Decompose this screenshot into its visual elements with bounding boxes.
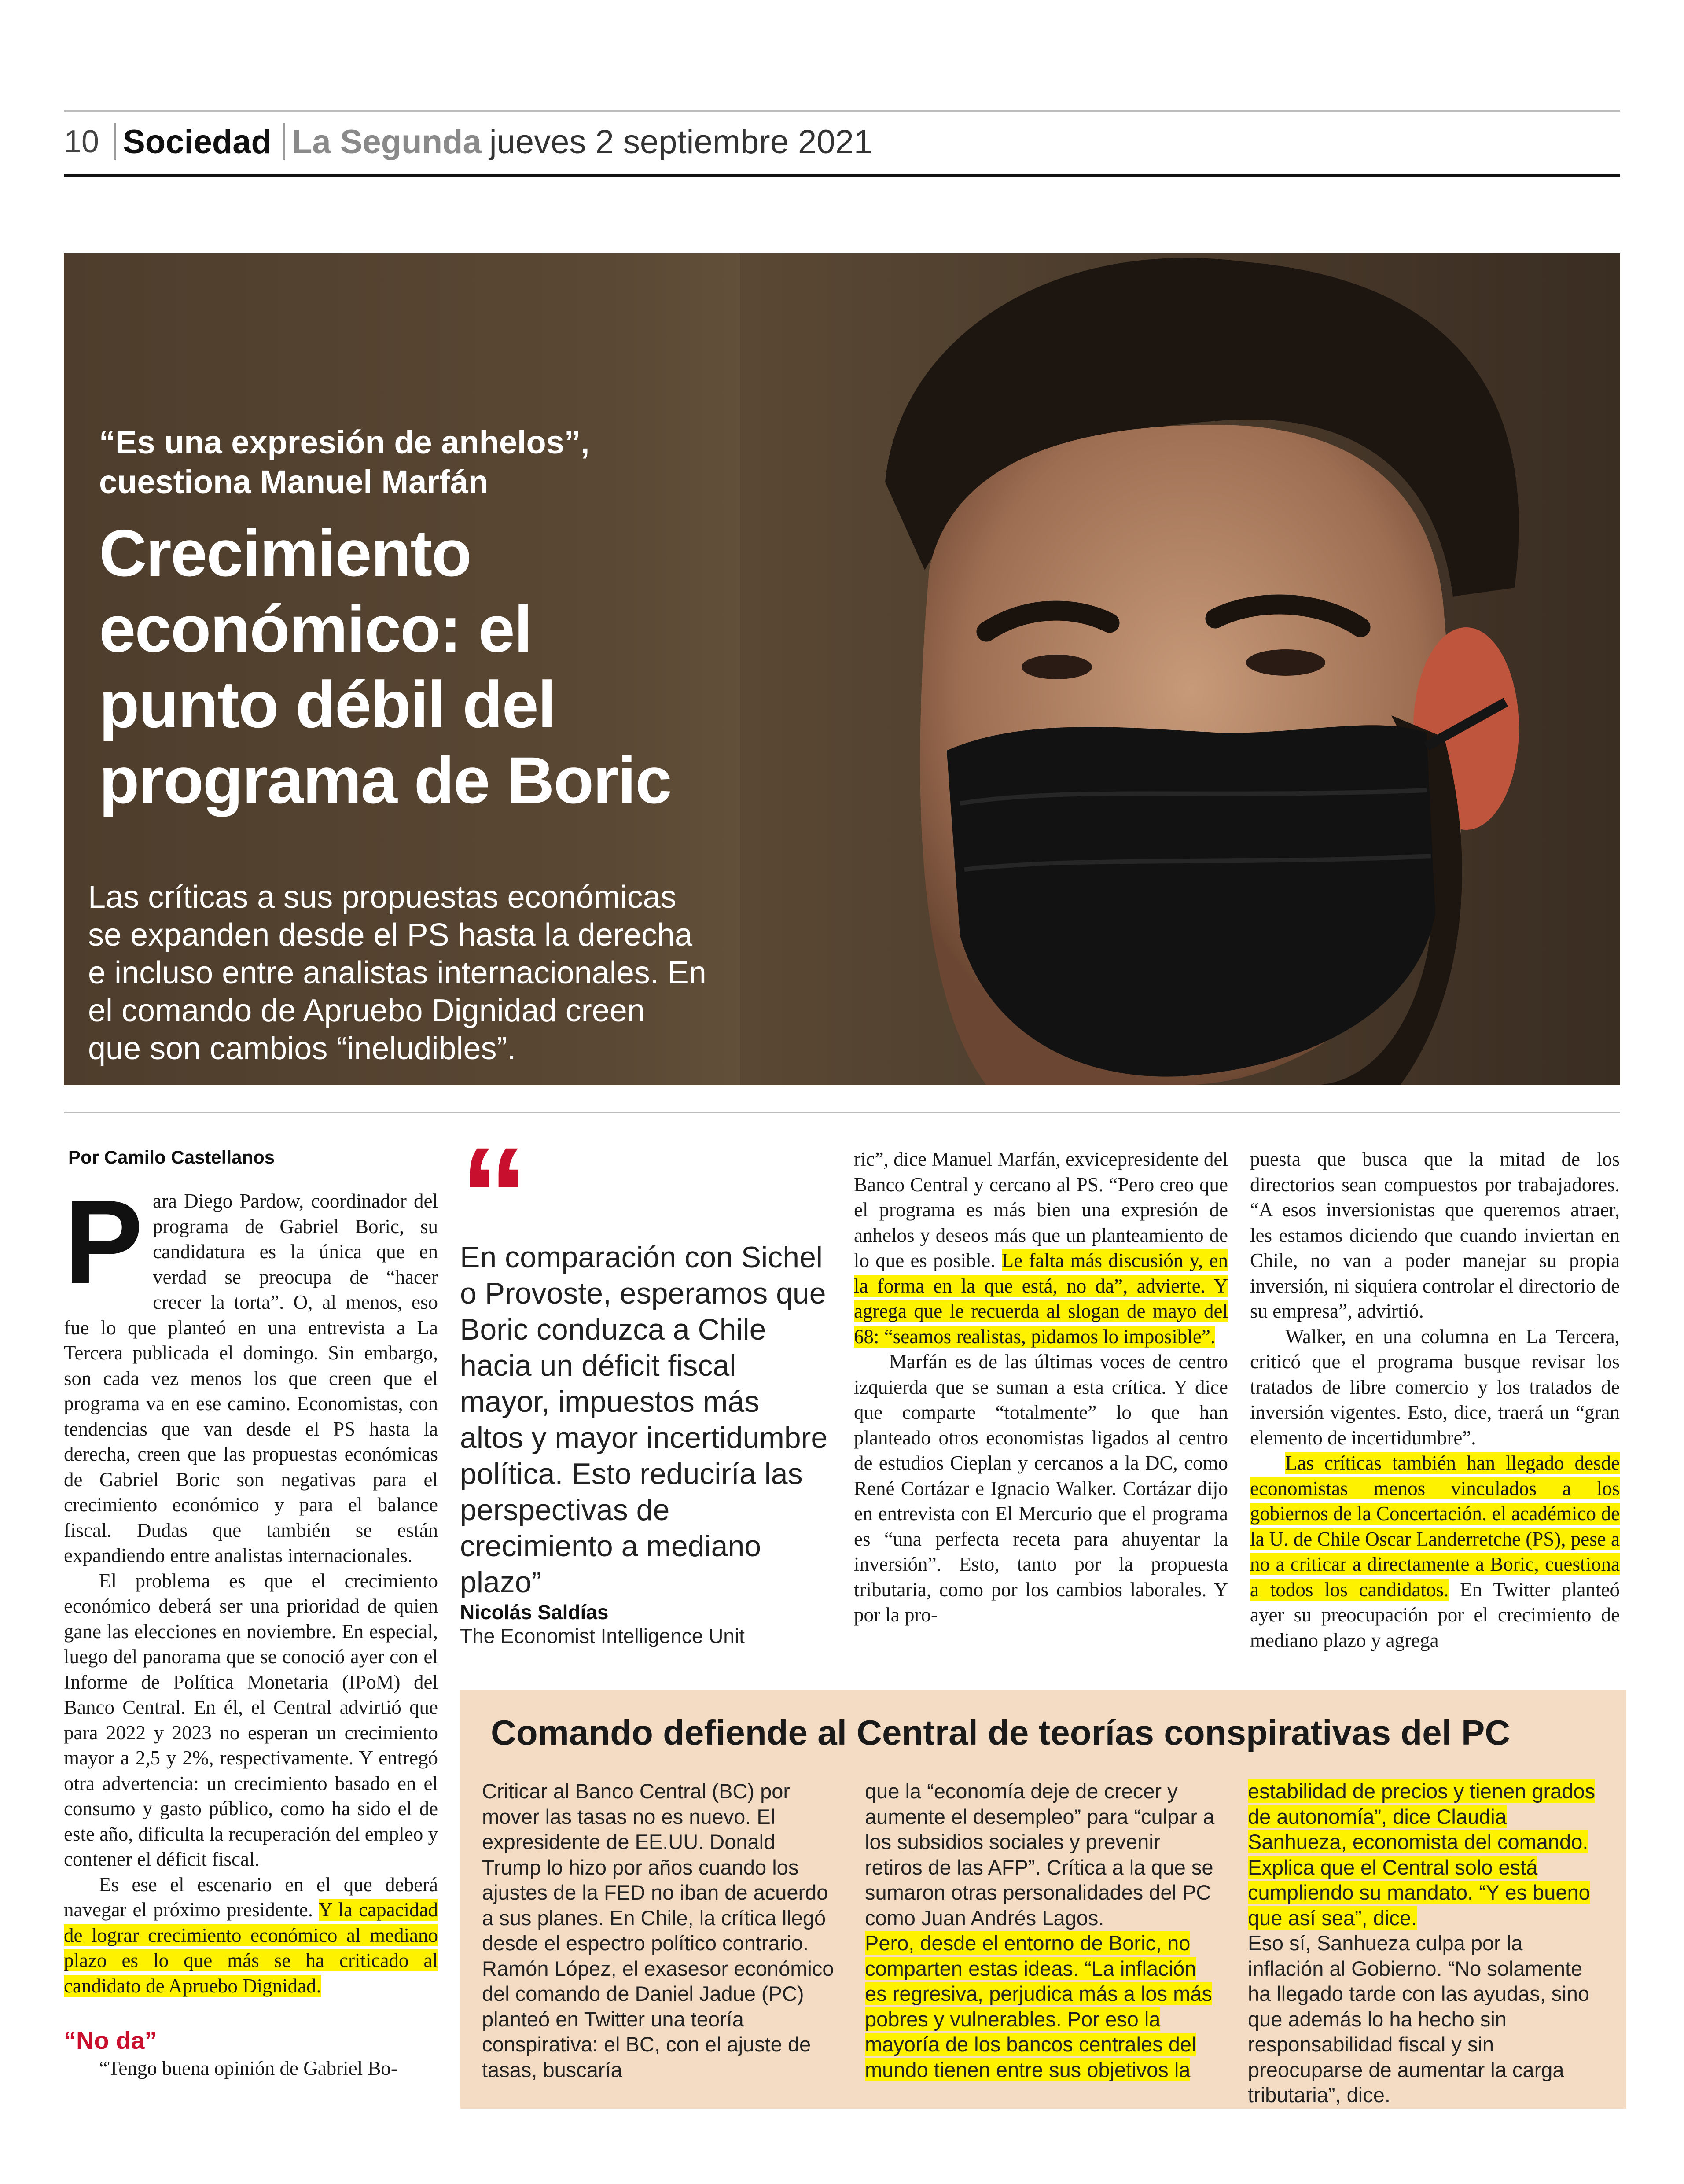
highlighted-text: Y la capacidad de lograr crecimiento económico al mediano plazo es lo que más se ha criticado al candidato de Apruebo Dignidad. [64, 1899, 438, 1997]
page-header [64, 115, 872, 168]
sidebar-column-3 [1248, 1779, 1600, 2108]
paragraph [64, 1176, 438, 1569]
paragraph-text: En Twitter planteó ayer su preocupación por el crecimiento de mediano plazo y agrega [1250, 1578, 1620, 1651]
kicker [99, 423, 759, 502]
quote-mark-icon: “ [460, 1119, 519, 1271]
quote-organization: The Economist Intelligence Unit [460, 1624, 745, 1647]
paragraph: que la “economía deje de crecer y aumente el desempleo” para “culpar a los subsidios sociales y prevenir retiros de las AFP”. Crítica a la que se sumaron otras personalidades del PC como Juan Andrés Lagos. [865, 1779, 1215, 1930]
headline-line: programa de Boric [99, 743, 671, 817]
deck [88, 878, 836, 1068]
quote-author: Nicolás Saldías [460, 1601, 609, 1624]
article-column-1 [64, 1176, 438, 2081]
byline: Por Camilo Castellanos [68, 1147, 275, 1168]
deck-line: Las críticas a sus propuestas económicas [88, 880, 677, 915]
deck-line: se expanden desde el PS hasta la derecha [88, 917, 692, 953]
sidebar-box [460, 1690, 1626, 2109]
portrait-photo [740, 253, 1620, 1085]
sidebar-title: Comando defiende al Central de teorías conspirativas del PC [491, 1713, 1511, 1752]
article-column-3 [854, 1147, 1228, 1628]
paragraph [854, 1147, 1228, 1349]
hero-panel [64, 253, 1620, 1085]
headline-line: punto débil del [99, 667, 555, 741]
issue-date: jueves 2 septiembre 2021 [489, 123, 873, 161]
highlighted-text: estabilidad de precios y tienen grados de autonomía”, dice Claudia Sanhueza, economista del comando. Explica que el Central solo está cumpliendo su mandato. “Y es bueno que así sea”, dice. [1248, 1779, 1596, 1930]
kicker-line: “Es una expresión de anhelos”, [99, 424, 590, 460]
headline-line: económico: el [99, 592, 532, 666]
drop-cap: P [64, 1176, 143, 1308]
highlighted-text: Las críticas también han llegado desde economistas menos vinculados a los gobiernos de la Concertación. el académico de la U. de Chile Oscar Landerretche (PS), pese a no a criticar a directamente a Boric, cuestiona a todos los candidatos. [1250, 1452, 1620, 1601]
header-divider [283, 123, 285, 160]
quote-text: En comparación con Sichel o Provoste, esperamos que Boric conduzca a Chile hacia un déficit fiscal mayor, impuestos más altos y mayor incertidumbre política. Esto reduciría las perspectivas de crecimiento a mediano plazo” [460, 1241, 828, 1599]
article-column-4 [1250, 1147, 1620, 1653]
paragraph: puesta que busca que la mitad de los directorios sean compuestos por trabajadores. “A esos inversionistas que queremos atraer, les estamos diciendo que cuando inviertan en Chile, no van a poder manejar su propia inversión, ni siquiera controlar el directorio de su empresa”, advirtió. [1250, 1148, 1620, 1322]
paragraph: Criticar al Banco Central (BC) por mover las tasas no es nuevo. El expresidente de EE.UU. Donald Trump lo hizo por años cuando los ajustes de la FED no iban de acuerdo a sus planes. En Chile, la crítica llegó desde el espectro político contrario. Ramón López, el exasesor económico del comando de Daniel Jadue (PC) planteó en Twitter una teoría conspirativa: el BC, con el ajuste de tasas, buscaría [482, 1779, 834, 2081]
sidebar-column-2 [865, 1779, 1217, 2082]
paragraph: Eso sí, Sanhueza culpa por la inflación al Gobierno. “No solamente ha llegado tarde con las ayudas, sino que además lo ha hecho sin responsabilidad fiscal y sin preocuparse de aumentar la carga tributaria”, dice. [1248, 1931, 1590, 2107]
page-number: 10 [64, 124, 99, 159]
header-bottom-rule [64, 174, 1620, 177]
paragraph: Walker, en una columna en La Tercera, criticó que el programa busque revisar los tratados de libre comercio y los tratados de inversión vigentes. Esto, dice, traerá un “gran elemento de incertidumbre”. [1250, 1325, 1620, 1449]
pull-quote [460, 1119, 830, 1648]
sidebar-column-1 [482, 1779, 834, 2082]
paragraph [1248, 1779, 1600, 1930]
highlighted-text: Le falta más discusión y, en la forma en la que está, no da”, advierte. Y agrega que le recuerda al slogan de mayo del 68: “seamos realistas, pidamos lo imposible”. [854, 1249, 1228, 1348]
subheading: “No da” [64, 2026, 157, 2054]
paragraph [1250, 1451, 1620, 1653]
paragraph: “Tengo buena opinión de Gabriel Bo- [99, 2057, 397, 2079]
deck-line: que son cambios “ineludibles”. [88, 1031, 516, 1066]
paragraph: Marfán es de las últimas voces de centro izquierda que se suman a esta crítica. Y dice que comparte “totalmente” lo que han planteado otros economistas ligados al centro de estudios Cieplan y cercanos a la DC, como René Cortázar e Ignacio Walker. Cortázar dijo en entrevista con El Mercurio que el programa es “una perfecta receta para ahuyentar la inversión”. Esto, tanto por la propuesta tributaria, como por los cambios laborales. Y por la pro- [854, 1351, 1228, 1626]
paragraph: El problema es que el crecimiento económico deberá ser una prioridad de quien gane las elecciones en noviembre. En especial, luego del panorama que se conoció ayer con el Informe de Política Monetaria (IPoM) del Banco Central. En él, el Central advirtió que para 2022 y 2023 no esperan un crecimiento mayor a 2,5 y 2%, respectivamente. Y entregó otra advertencia: un crecimiento basado en el consumo y gasto público, como ha sido el de este año, dificulta la recuperación del empleo y contener el déficit fiscal. [64, 1569, 438, 1870]
header-top-rule [64, 110, 1620, 112]
paragraph-text: ara Diego Pardow, coordinador del programa de Gabriel Boric, su candidatura es la única que en verdad se preocupa de “hacer crecer la torta”. O, al menos, eso fue lo que planteó en una entrevista a La Tercera publicada el domingo. Sin embargo, son cada vez menos los que creen que el programa va en ese camino. Economistas, con tendencias que van desde el PS hasta la derecha, creen que las propuestas económicas de Gabriel Boric son negativas para el crecimiento económico y para el balance fiscal. Dudas que también se están expandiendo entre analistas internacionales. [64, 1190, 438, 1566]
newspaper-name: La Segunda [291, 123, 482, 161]
headline-line: Crecimiento [99, 516, 471, 590]
highlighted-text: Pero, desde el entorno de Boric, no comparten estas ideas. “La inflación es regresiva, perjudica más a los más pobres y vulnerables. Por eso la mayoría de los bancos centrales del mundo tienen entre sus objetivos la [865, 1931, 1212, 2081]
section-name: Sociedad [123, 123, 272, 161]
paragraph [865, 1930, 1217, 2082]
paragraph [64, 1872, 438, 1999]
deck-line: el comando de Apruebo Dignidad creen [88, 993, 645, 1028]
deck-line: e incluso entre analistas internacionales. En [88, 955, 706, 991]
paragraph-text: Es ese el escenario en el que deberá navegar el próximo presidente. [64, 1873, 438, 1921]
section-rule [64, 1112, 1620, 1113]
paragraph-text: ric”, dice Manuel Marfán, exvicepresidente del Banco Central y cercano al PS. “Pero creo que el programa es más bien una expresión de anhelos y deseos más que un planteamiento de lo que es posible. [854, 1148, 1228, 1271]
kicker-line: cuestiona Manuel Marfán [99, 464, 489, 500]
headline [99, 515, 847, 818]
header-divider [114, 123, 116, 160]
